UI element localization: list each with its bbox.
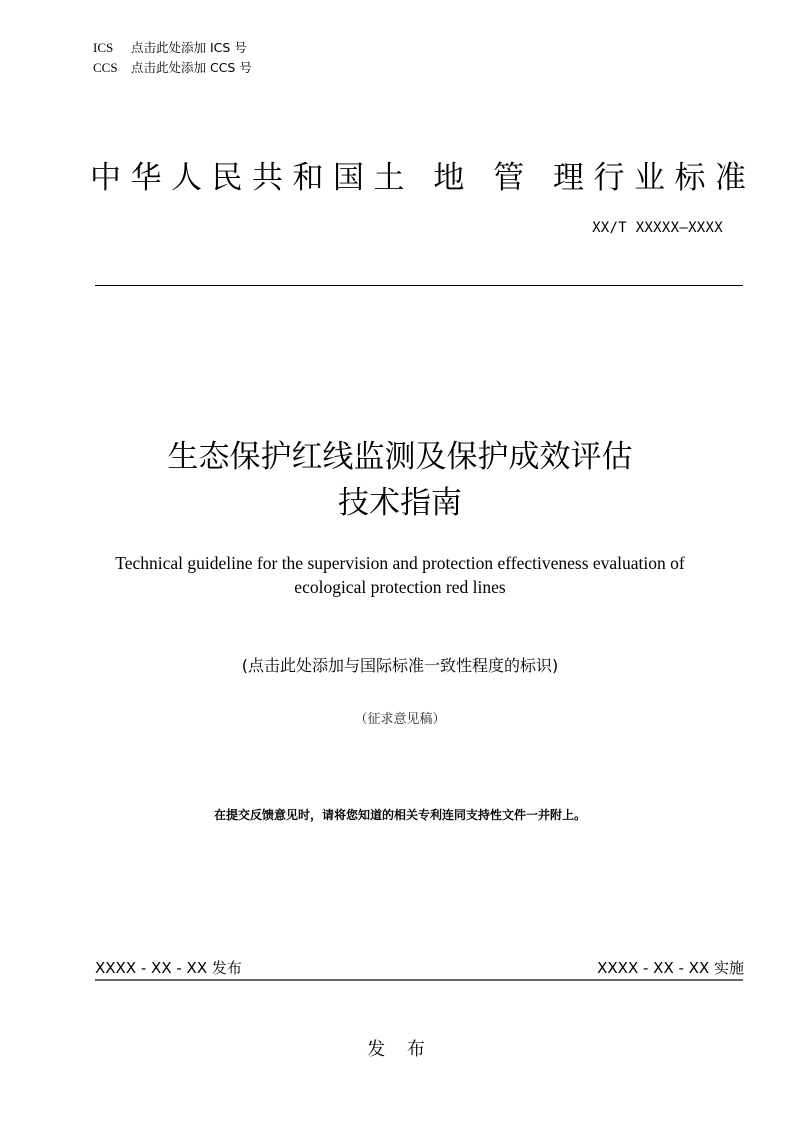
english-title-line-2: ecological protection red lines [294,577,506,597]
consistency-marker[interactable]: (点击此处添加与国际标准一致性程度的标识) [241,656,559,675]
english-title-line-1: Technical guideline for the supervision and protection effectiveness evaluation of [115,553,685,573]
document-title [0,434,800,526]
issue-date: XXXX - XX - XX 发布 [95,959,242,977]
implement-date: XXXX - XX - XX 实施 [597,959,744,977]
ics-value[interactable]: 点击此处添加 ICS 号 [130,40,247,55]
patent-notice: 在提交反馈意见时，请将您知道的相关专利连同支持性文件一并附上。 [213,808,586,822]
standard-code: XX/T XXXXX—XXXX [592,220,723,236]
ics-label: ICS [93,40,114,55]
footer-divider [95,979,743,981]
ccs-label: CCS [93,60,118,75]
draft-status: （征求意见稿） [354,712,446,727]
ccs-line [93,58,252,78]
title-line-1: 生态保护红线监测及保护成效评估 [167,439,633,475]
ics-line [93,38,247,58]
organization-title: 中华人民共和国土 地 管 理行业标准 [90,160,756,196]
publisher: 发 布 [367,1039,433,1060]
english-title [0,551,800,599]
title-line-2: 技术指南 [338,485,462,521]
ccs-value[interactable]: 点击此处添加 CCS 号 [130,60,252,75]
header-divider [95,285,743,286]
